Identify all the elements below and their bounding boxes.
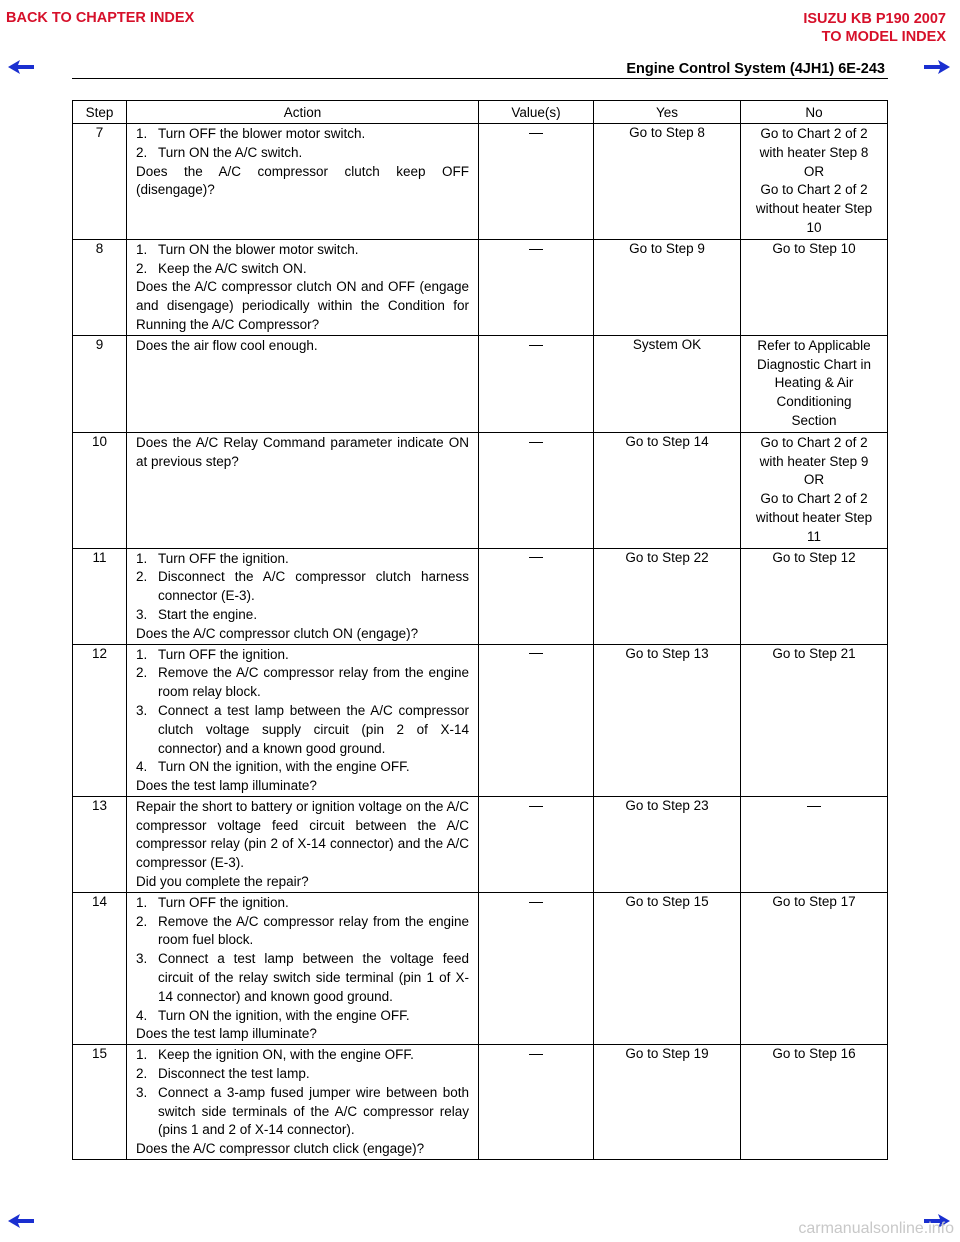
action-steps	[136, 125, 469, 163]
action-step-text: Connect a 3-amp fused jumper wire between both switch side terminals of the A/C compressor relay (pins 1 and 2 of X-14 connector).	[158, 1084, 469, 1138]
action-step-text: Turn ON the ignition, with the engine OFF.	[158, 759, 410, 775]
no-line: Go to Chart 2 of 2	[760, 126, 868, 141]
action-step-text: Turn OFF the ignition.	[158, 894, 289, 910]
no-cell	[741, 644, 888, 796]
no-line: Go to Step 10	[772, 240, 856, 256]
no-line: Go to Step 17	[772, 893, 856, 909]
table-row	[73, 548, 888, 644]
action-step-text: Turn OFF the ignition.	[158, 550, 289, 566]
action-step-text: Disconnect the A/C compressor clutch harness connector (E-3).	[158, 569, 469, 604]
no-cell	[741, 432, 888, 548]
no-line: Conditioning	[776, 394, 852, 410]
back-to-chapter-index-link[interactable]: BACK TO CHAPTER INDEX	[6, 10, 195, 26]
action-step	[136, 568, 469, 606]
action-step-text: Keep the A/C switch ON.	[158, 260, 307, 276]
no-line: Go to Chart 2 of 2	[760, 182, 868, 198]
value-dash	[529, 902, 543, 903]
no-line: Heating & Air	[774, 375, 854, 391]
yes-cell: Go to Step 8	[594, 124, 741, 240]
action-step	[136, 260, 469, 279]
no-line: with heater Step 9	[759, 453, 869, 469]
action-step-number: 1.	[136, 550, 148, 566]
table-row	[73, 796, 888, 892]
no-line: Diagnostic Chart in	[756, 356, 872, 372]
yes-cell: Go to Step 15	[594, 892, 741, 1044]
to-model-index-link[interactable]	[803, 10, 946, 46]
action-cell	[127, 335, 479, 432]
page-title: Engine Control System (4JH1) 6E-243	[626, 61, 885, 77]
step-number: 11	[73, 548, 127, 644]
step-number: 13	[73, 796, 127, 892]
yes-cell: Go to Step 22	[594, 548, 741, 644]
action-step-number: 3.	[136, 606, 148, 622]
no-dash	[807, 806, 821, 807]
value-cell	[479, 644, 594, 796]
action-question: Does the A/C compressor clutch click (engage)?	[136, 1141, 425, 1157]
action-steps	[136, 241, 469, 279]
no-line: without heater Step	[755, 509, 873, 525]
action-cell	[127, 432, 479, 548]
no-line: Refer to Applicable	[757, 337, 871, 353]
action-step	[136, 1084, 469, 1140]
value-cell	[479, 1045, 594, 1160]
action-step	[136, 894, 469, 913]
action-step-text: Turn ON the A/C switch.	[158, 144, 303, 160]
action-steps	[136, 646, 469, 778]
column-header-values: Value(s)	[479, 101, 594, 124]
value-dash	[529, 806, 543, 807]
no-line: OR	[803, 472, 825, 488]
action-cell	[127, 796, 479, 892]
action-step-number: 2.	[136, 569, 148, 585]
model-index-label: TO MODEL INDEX	[821, 29, 946, 45]
action-step	[136, 125, 469, 144]
action-step	[136, 606, 469, 625]
action-step-text: Remove the A/C compressor relay from the engine room fuel block.	[158, 913, 469, 948]
action-step-number: 1.	[136, 894, 148, 910]
next-page-arrow-icon[interactable]	[924, 60, 950, 74]
action-step-number: 2.	[136, 1066, 148, 1082]
column-header-action: Action	[127, 101, 479, 124]
no-line: Go to Chart 2 of 2	[760, 491, 868, 507]
yes-cell: System OK	[594, 335, 741, 432]
value-dash	[529, 557, 543, 558]
action-step-number: 4.	[136, 1007, 148, 1023]
watermark: carmanualsonline.info	[798, 1220, 954, 1237]
action-cell	[127, 644, 479, 796]
value-dash	[529, 249, 543, 250]
table-row	[73, 892, 888, 1044]
action-step	[136, 241, 469, 260]
value-cell	[479, 124, 594, 240]
value-dash	[529, 345, 543, 346]
value-cell	[479, 239, 594, 335]
yes-cell: Go to Step 23	[594, 796, 741, 892]
yes-cell: Go to Step 19	[594, 1045, 741, 1160]
action-step	[136, 550, 469, 569]
header-divider	[72, 78, 888, 79]
action-step-number: 2.	[136, 665, 148, 681]
action-steps	[136, 894, 469, 1026]
table-row	[73, 239, 888, 335]
table-row	[73, 1045, 888, 1160]
action-step-number: 1.	[136, 241, 148, 257]
no-line: Go to Chart 2 of 2	[760, 434, 868, 450]
action-cell	[127, 548, 479, 644]
yes-cell: Go to Step 14	[594, 432, 741, 548]
action-step-number: 1.	[136, 646, 148, 662]
action-step-number: 2.	[136, 144, 148, 160]
action-cell	[127, 1045, 479, 1160]
action-step	[136, 664, 469, 702]
action-step-number: 2.	[136, 260, 148, 276]
no-line: without heater Step	[755, 201, 873, 217]
no-cell	[741, 892, 888, 1044]
action-step-text: Turn ON the ignition, with the engine OFF.	[158, 1007, 410, 1023]
action-step-number: 3.	[136, 702, 148, 718]
value-dash	[529, 442, 543, 443]
action-step-text: Turn OFF the blower motor switch.	[158, 126, 366, 141]
action-step-text: Disconnect the test lamp.	[158, 1066, 310, 1082]
value-cell	[479, 892, 594, 1044]
no-cell	[741, 1045, 888, 1160]
action-step	[136, 646, 469, 665]
column-header-no: No	[741, 101, 888, 124]
action-step	[136, 1065, 469, 1084]
action-step	[136, 144, 469, 163]
diagnostic-table	[72, 100, 888, 1160]
action-step	[136, 913, 469, 951]
value-cell	[479, 432, 594, 548]
action-step-number: 1.	[136, 1047, 148, 1063]
action-question: Does the A/C compressor clutch ON (engage)?	[136, 625, 419, 641]
no-line: Go to Step 12	[772, 549, 856, 565]
step-number: 9	[73, 335, 127, 432]
no-line: Section	[791, 412, 837, 428]
step-number: 7	[73, 124, 127, 240]
action-question: Does the air flow cool enough.	[136, 337, 318, 353]
step-number: 10	[73, 432, 127, 548]
no-line: OR	[803, 163, 825, 179]
action-step-number: 2.	[136, 913, 148, 929]
action-step-text: Keep the ignition ON, with the engine OFF.	[158, 1047, 414, 1063]
value-dash	[529, 1054, 543, 1055]
action-cell	[127, 239, 479, 335]
no-cell	[741, 335, 888, 432]
value-dash	[529, 653, 543, 654]
action-step	[136, 950, 469, 1006]
action-step-text: Turn OFF the ignition.	[158, 646, 289, 662]
action-question: Does the test lamp illuminate?	[136, 1026, 317, 1042]
previous-page-arrow-bottom-icon[interactable]	[8, 1214, 34, 1228]
action-step-text: Remove the A/C compressor relay from the engine room relay block.	[158, 665, 469, 700]
action-question: Did you complete the repair?	[136, 874, 309, 890]
action-step	[136, 758, 469, 777]
value-dash	[529, 133, 543, 134]
action-step-text: Start the engine.	[158, 606, 258, 622]
no-line: Go to Step 21	[772, 645, 856, 661]
action-step-number: 4.	[136, 759, 148, 775]
action-step-number: 3.	[136, 1084, 148, 1100]
yes-cell: Go to Step 9	[594, 239, 741, 335]
action-step-text: Turn ON the blower motor switch.	[158, 241, 359, 257]
action-question: Does the test lamp illuminate?	[136, 778, 317, 794]
action-step-text: Connect a test lamp between the A/C compressor clutch voltage supply circuit (pin 2 of X-14 connector) and a known good ground.	[158, 702, 469, 756]
action-step-number: 3.	[136, 951, 148, 967]
action-question: Does the A/C compressor clutch keep OFF (disengage)?	[136, 163, 469, 198]
step-number: 14	[73, 892, 127, 1044]
no-line: 11	[806, 528, 821, 544]
table-row	[73, 124, 888, 240]
table-row	[73, 432, 888, 548]
step-number: 12	[73, 644, 127, 796]
value-cell	[479, 548, 594, 644]
model-name: ISUZU KB P190 2007	[803, 11, 946, 27]
action-steps	[136, 1046, 469, 1140]
step-number: 15	[73, 1045, 127, 1160]
column-header-step: Step	[73, 101, 127, 124]
action-step	[136, 702, 469, 758]
yes-cell: Go to Step 13	[594, 644, 741, 796]
action-steps	[136, 550, 469, 625]
no-cell	[741, 548, 888, 644]
value-cell	[479, 335, 594, 432]
action-cell	[127, 892, 479, 1044]
no-cell	[741, 796, 888, 892]
step-number: 8	[73, 239, 127, 335]
column-header-yes: Yes	[594, 101, 741, 124]
table-row	[73, 644, 888, 796]
action-step-number: 1.	[136, 126, 148, 141]
action-question: Does the A/C compressor clutch ON and OFF (engage and disengage) periodically within the Condition for Running the A/C Compressor?	[136, 279, 469, 332]
action-step	[136, 1007, 469, 1026]
no-line: Go to Step 16	[772, 1046, 856, 1062]
value-cell	[479, 796, 594, 892]
no-line: with heater Step 8	[759, 144, 869, 160]
action-cell	[127, 124, 479, 240]
action-step-text: Connect a test lamp between the voltage feed circuit of the relay switch side terminal (pin 1 of X-14 connector) and known good ground.	[158, 951, 469, 1004]
no-cell	[741, 239, 888, 335]
table-row	[73, 335, 888, 432]
no-line: 10	[806, 219, 822, 235]
action-intro: Repair the short to battery or ignition voltage on the A/C compressor voltage feed circuit between the A/C compressor relay (pin 2 of X-14 connector) and the A/C compressor (E-3).	[136, 798, 469, 871]
no-cell	[741, 124, 888, 240]
previous-page-arrow-icon[interactable]	[8, 60, 34, 74]
action-step	[136, 1046, 469, 1065]
action-question: Does the A/C Relay Command parameter indicate ON at previous step?	[136, 434, 469, 469]
no-dash-line	[745, 797, 883, 816]
table-header-row	[73, 101, 888, 124]
